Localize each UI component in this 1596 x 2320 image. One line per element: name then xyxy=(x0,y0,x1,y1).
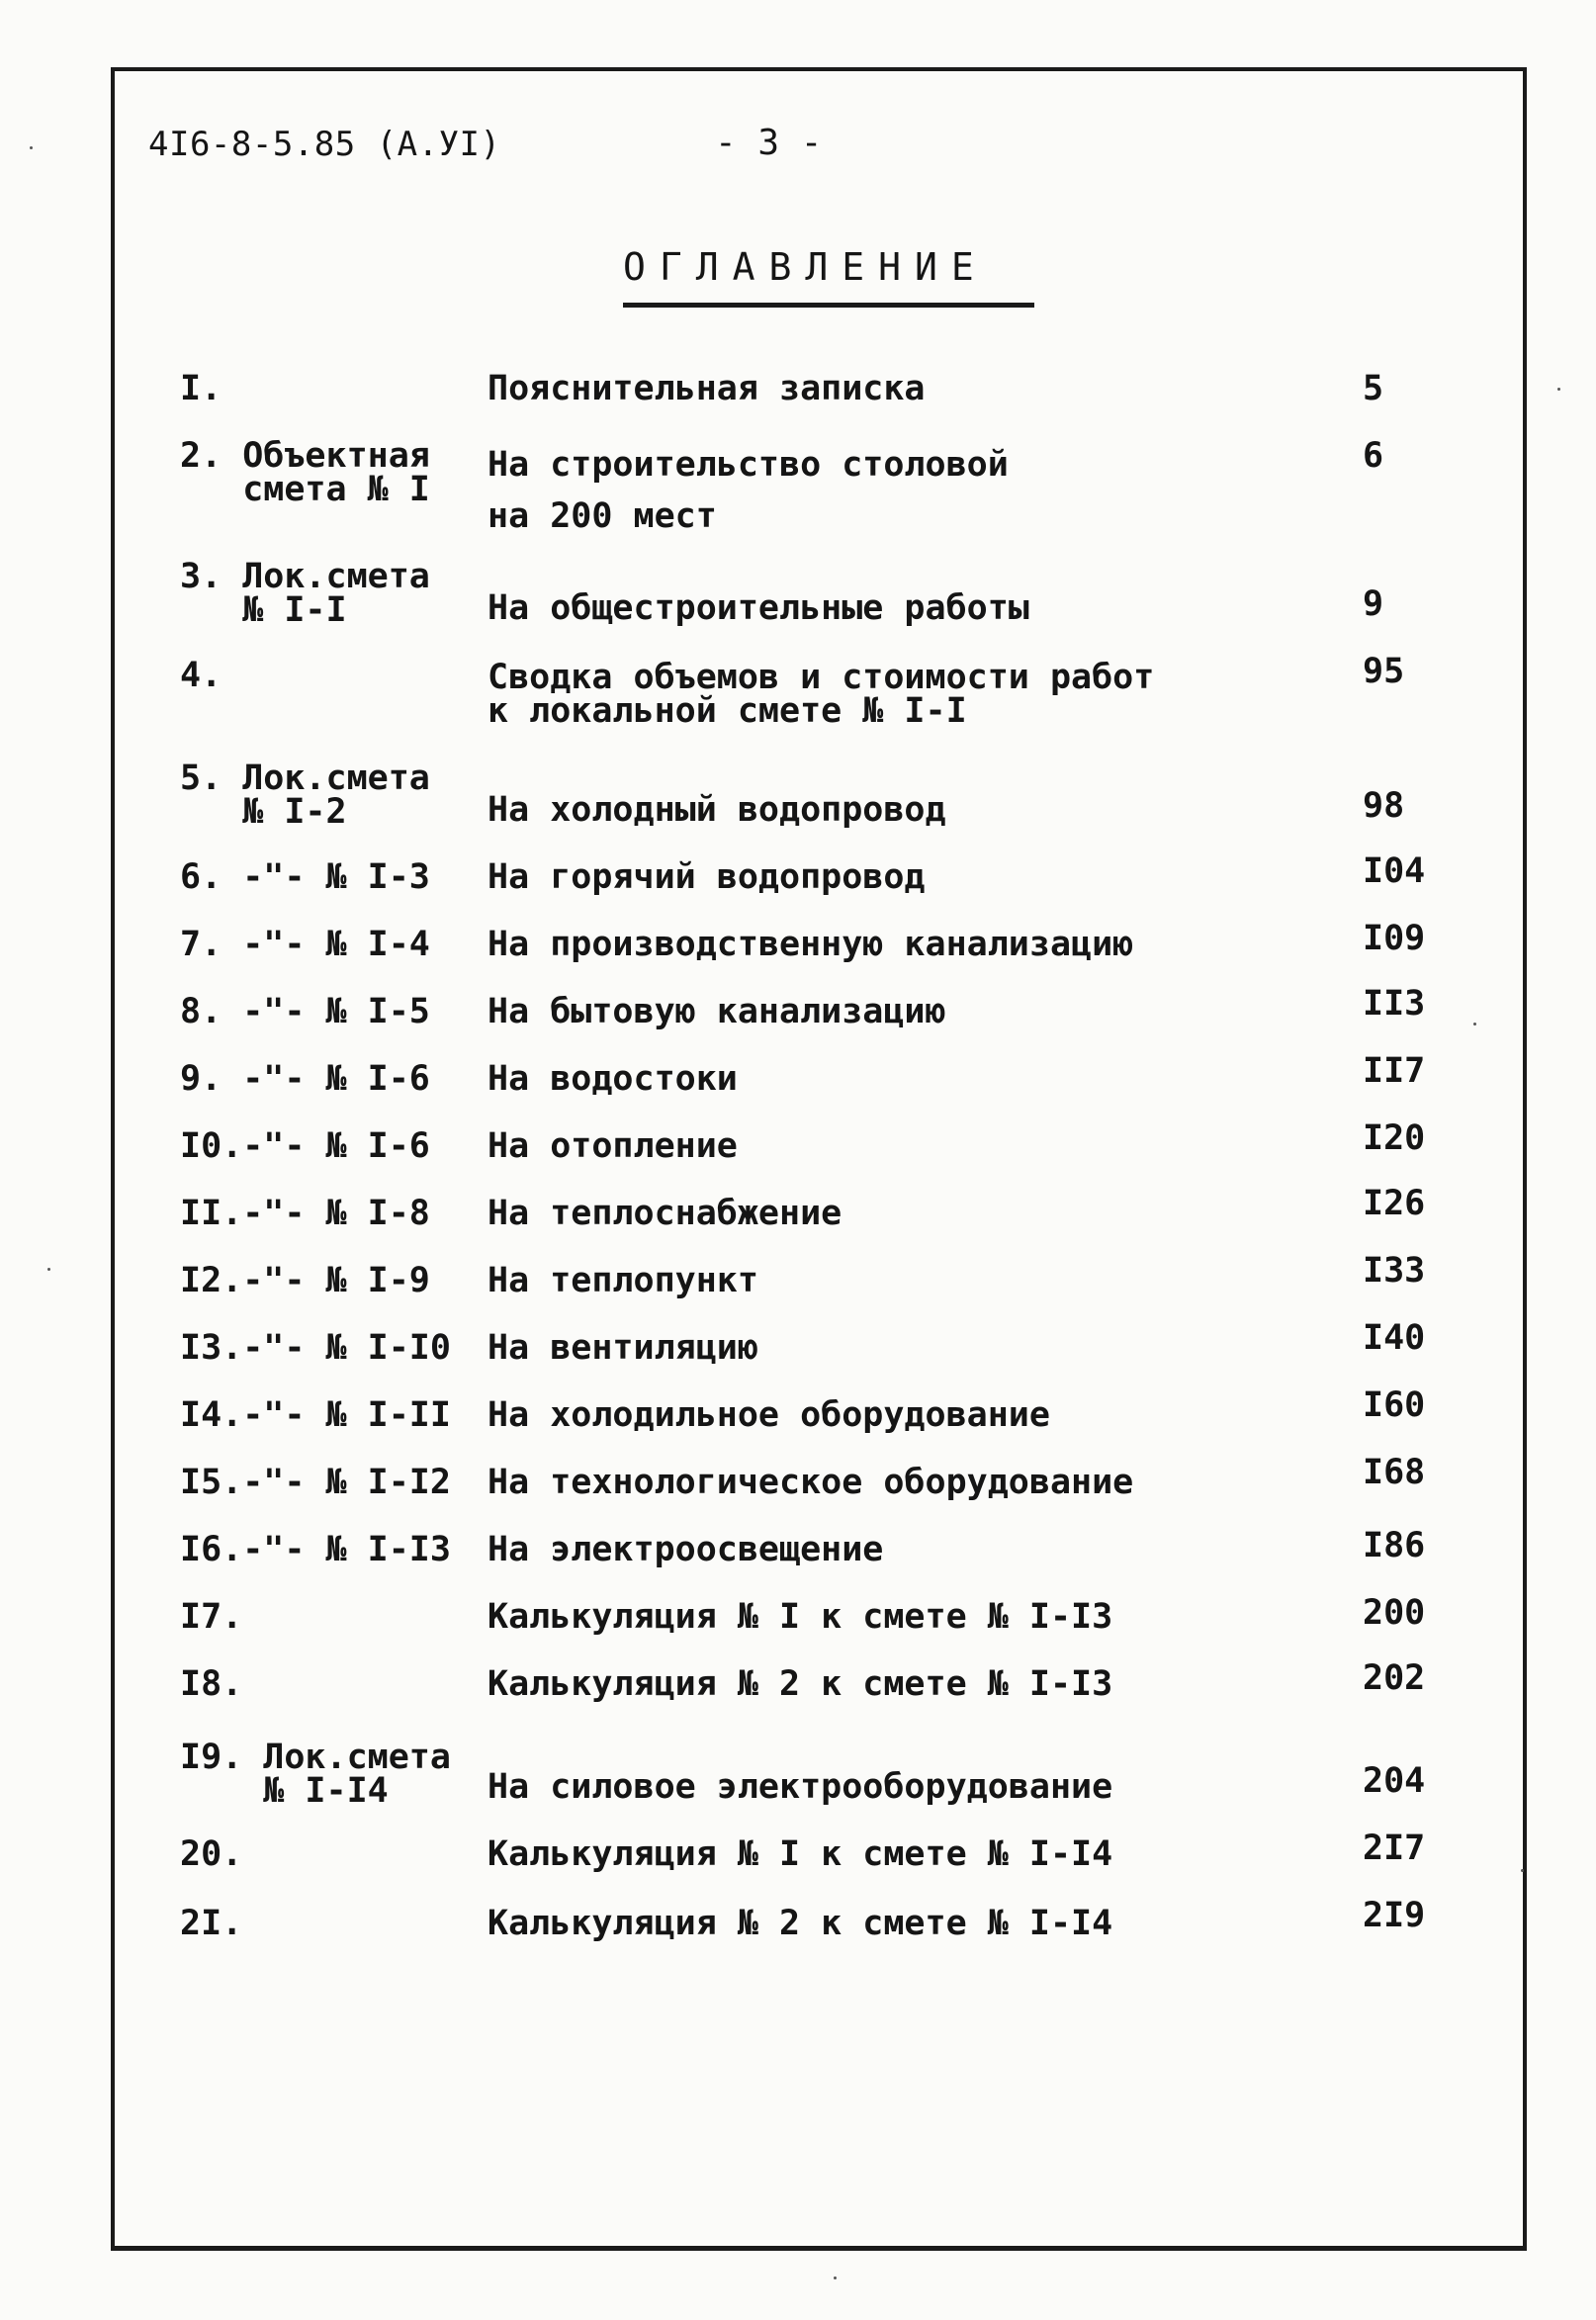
toc-page: 95 xyxy=(1363,652,1405,691)
toc-description: На отопление xyxy=(488,1126,738,1166)
toc-page: 2I7 xyxy=(1363,1829,1426,1868)
toc-number: I9. Лок.смета № I-I4 xyxy=(180,1738,451,1811)
toc-page: I26 xyxy=(1363,1184,1426,1223)
toc-description: На горячий водопровод xyxy=(488,857,926,897)
toc-page: 204 xyxy=(1363,1761,1426,1801)
toc-number: I. xyxy=(180,369,222,408)
toc-number: 7. -"- № I-4 xyxy=(180,925,430,964)
toc-number: 6. -"- № I-3 xyxy=(180,857,430,897)
toc-description: На холодильное оборудование xyxy=(488,1395,1050,1435)
toc-number: 4. xyxy=(180,656,222,695)
page-number: - 3 - xyxy=(715,123,823,163)
toc-description: На производственную канализацию xyxy=(488,925,1134,964)
toc-page: I40 xyxy=(1363,1318,1426,1358)
toc-page: 202 xyxy=(1363,1658,1426,1698)
toc-description: На холодный водопровод xyxy=(488,790,946,830)
scan-speck xyxy=(1557,388,1560,391)
toc-page: I04 xyxy=(1363,851,1426,891)
toc-number: I0.-"- № I-6 xyxy=(180,1126,430,1166)
scan-speck xyxy=(1521,1869,1524,1872)
toc-description: На теплоснабжение xyxy=(488,1194,842,1233)
scan-speck xyxy=(834,2276,837,2279)
toc-description: На водостоки xyxy=(488,1059,738,1099)
toc-description: Сводка объемов и стоимости работ к локальной смете № I-I xyxy=(488,658,1155,731)
toc-number: 2I. xyxy=(180,1904,243,1943)
toc-description: На бытовую канализацию xyxy=(488,992,946,1031)
toc-description: Калькуляция № 2 к смете № I-I4 xyxy=(488,1904,1113,1943)
toc-page: I33 xyxy=(1363,1251,1426,1291)
toc-description: На общестроительные работы xyxy=(488,588,1029,628)
toc-number: 20. xyxy=(180,1834,243,1874)
toc-description: Калькуляция № 2 к смете № I-I3 xyxy=(488,1664,1113,1704)
toc-description: На строительство столовой на 200 мест xyxy=(488,445,1009,536)
scan-speck xyxy=(47,1268,50,1271)
toc-page: II7 xyxy=(1363,1051,1426,1091)
toc-number: I2.-"- № I-9 xyxy=(180,1261,430,1300)
toc-page: I20 xyxy=(1363,1118,1426,1158)
toc-number: 8. -"- № I-5 xyxy=(180,992,430,1031)
toc-description: На вентиляцию xyxy=(488,1328,758,1368)
toc-description: Калькуляция № I к смете № I-I4 xyxy=(488,1834,1113,1874)
toc-page: I68 xyxy=(1363,1453,1426,1492)
document-code: 4I6-8-5.85 (А.УI) xyxy=(148,125,501,164)
toc-description: Калькуляция № I к смете № I-I3 xyxy=(488,1597,1113,1637)
scan-speck xyxy=(1473,1023,1476,1026)
toc-description: На электроосвещение xyxy=(488,1530,884,1569)
toc-page: I09 xyxy=(1363,919,1426,958)
toc-number: I7. xyxy=(180,1597,243,1637)
toc-number: I5.-"- № I-I2 xyxy=(180,1463,451,1502)
scan-speck xyxy=(30,146,33,149)
toc-description: Пояснительная записка xyxy=(488,369,926,408)
title-underline xyxy=(623,303,1034,308)
toc-page: 5 xyxy=(1363,369,1384,408)
toc-page: 200 xyxy=(1363,1593,1426,1633)
toc-number: 3. Лок.смета № I-I xyxy=(180,557,430,630)
toc-number: I3.-"- № I-I0 xyxy=(180,1328,451,1368)
toc-page: 2I9 xyxy=(1363,1896,1426,1935)
toc-page: 98 xyxy=(1363,786,1405,826)
toc-number: I6.-"- № I-I3 xyxy=(180,1530,451,1569)
toc-description: На технологическое оборудование xyxy=(488,1463,1134,1502)
toc-page: I86 xyxy=(1363,1526,1426,1565)
toc-description: На силовое электрооборудование xyxy=(488,1767,1113,1807)
toc-page: I60 xyxy=(1363,1385,1426,1425)
toc-number: I4.-"- № I-II xyxy=(180,1395,451,1435)
page-title: ОГЛАВЛЕНИЕ xyxy=(623,245,988,289)
toc-number: II.-"- № I-8 xyxy=(180,1194,430,1233)
toc-number: 2. Объектная смета № I xyxy=(180,436,430,509)
toc-page: II3 xyxy=(1363,984,1426,1024)
toc-number: I8. xyxy=(180,1664,243,1704)
toc-number: 5. Лок.смета № I-2 xyxy=(180,758,430,832)
toc-page: 6 xyxy=(1363,436,1384,476)
toc-page: 9 xyxy=(1363,584,1384,624)
toc-number: 9. -"- № I-6 xyxy=(180,1059,430,1099)
toc-description: На теплопункт xyxy=(488,1261,758,1300)
